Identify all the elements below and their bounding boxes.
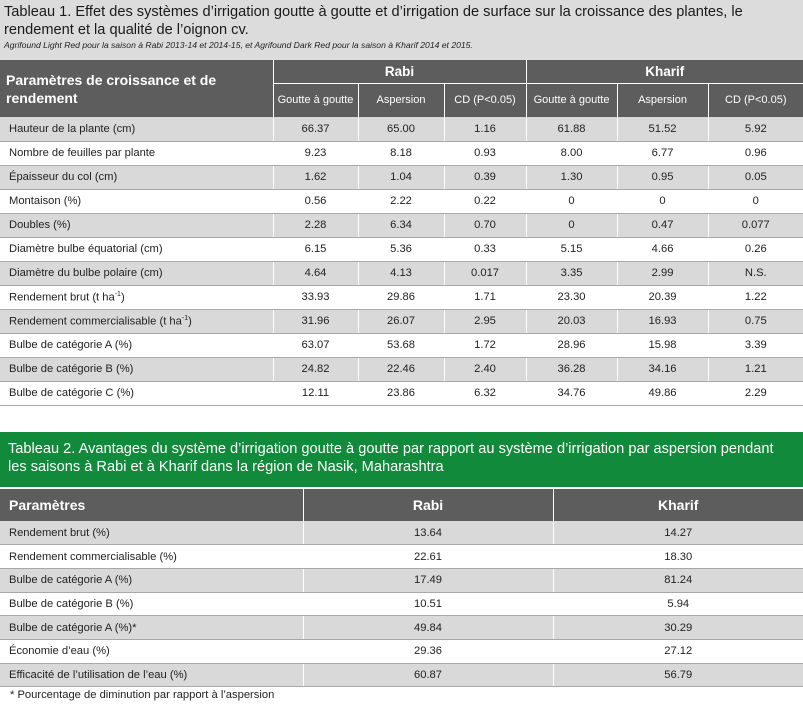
value-cell: 2.28 <box>273 213 358 237</box>
rabi-cell: 60.87 <box>303 663 553 687</box>
param-cell <box>0 357 273 381</box>
value-cell: 15.98 <box>617 333 708 357</box>
value-cell: 0.47 <box>617 213 708 237</box>
value-cell: 1.16 <box>444 117 526 141</box>
table-row <box>0 333 803 357</box>
table2-footnote: * Pourcentage de diminution par rapport à l’aspersion <box>10 689 275 701</box>
param-cell <box>0 141 273 165</box>
unit-close: ) <box>188 315 192 328</box>
value-cell: 34.16 <box>617 357 708 381</box>
table1-param-header: Paramètres de croissance et de rendement <box>0 60 273 117</box>
value-cell: 6.34 <box>358 213 444 237</box>
param-cell: Rendement brut (%) <box>0 521 303 545</box>
value-cell: 53.68 <box>358 333 444 357</box>
value-cell: 20.39 <box>617 285 708 309</box>
param-label: Nombre de feuilles par plante <box>9 147 156 159</box>
value-cell: 0.33 <box>444 237 526 261</box>
param-cell: Économie d’eau (%) <box>0 639 303 663</box>
kharif-cell: 81.24 <box>553 568 803 592</box>
value-cell: 3.39 <box>708 333 803 357</box>
table2-param-header: Paramètres <box>0 489 303 521</box>
value-cell: 3.35 <box>526 261 617 285</box>
param-cell <box>0 237 273 261</box>
table1-group-rabi: Rabi <box>273 60 526 83</box>
rabi-cell: 22.61 <box>303 545 553 569</box>
value-cell: 23.86 <box>358 381 444 405</box>
table2-col-kharif: Kharif <box>553 489 803 521</box>
table-row <box>0 663 803 687</box>
value-cell: 28.96 <box>526 333 617 357</box>
table1-caption <box>0 0 803 60</box>
value-cell: 63.07 <box>273 333 358 357</box>
value-cell: 36.28 <box>526 357 617 381</box>
value-cell: 6.32 <box>444 381 526 405</box>
value-cell: N.S. <box>708 261 803 285</box>
table-row <box>0 616 803 640</box>
table-row <box>0 117 803 141</box>
param-cell: Bulbe de catégorie A (%)* <box>0 616 303 640</box>
table-row <box>0 261 803 285</box>
table-row <box>0 189 803 213</box>
kharif-cell: 27.12 <box>553 639 803 663</box>
table1 <box>0 60 803 406</box>
param-label: Diamètre du bulbe polaire (cm) <box>9 267 163 279</box>
param-cell <box>0 285 273 309</box>
param-label: Épaisseur du col (cm) <box>9 171 118 183</box>
value-cell: 16.93 <box>617 309 708 333</box>
value-cell: 34.76 <box>526 381 617 405</box>
table1-subheader: Goutte à goutte <box>273 83 358 117</box>
value-cell: 0 <box>617 189 708 213</box>
value-cell: 1.72 <box>444 333 526 357</box>
param-label: Bulbe de catégorie A (%) <box>9 339 133 351</box>
value-cell: 20.03 <box>526 309 617 333</box>
value-cell: 61.88 <box>526 117 617 141</box>
value-cell: 0.39 <box>444 165 526 189</box>
table-row <box>0 639 803 663</box>
value-cell: 0 <box>526 213 617 237</box>
param-cell <box>0 333 273 357</box>
table-row <box>0 285 803 309</box>
param-label: Diamètre bulbe équatorial (cm) <box>9 243 163 255</box>
kharif-cell: 14.27 <box>553 521 803 545</box>
param-cell <box>0 213 273 237</box>
table2 <box>0 489 803 687</box>
param-label: Doubles (%) <box>9 219 71 231</box>
value-cell: 0.95 <box>617 165 708 189</box>
rabi-cell: 17.49 <box>303 568 553 592</box>
value-cell: 0.93 <box>444 141 526 165</box>
value-cell: 65.00 <box>358 117 444 141</box>
param-cell <box>0 381 273 405</box>
table1-subtitle: Agrifound Light Red pour la saison à Rabi 2013-14 et 2014-15, et Agrifound Dark Red pour la saison à Kharif 2014 et 2015. <box>4 40 473 50</box>
value-cell: 26.07 <box>358 309 444 333</box>
value-cell: 5.92 <box>708 117 803 141</box>
kharif-cell: 18.30 <box>553 545 803 569</box>
value-cell: 0.05 <box>708 165 803 189</box>
param-label: Hauteur de la plante (cm) <box>9 122 136 135</box>
param-cell <box>0 189 273 213</box>
kharif-cell: 30.29 <box>553 616 803 640</box>
unit-superscript: -1 <box>114 290 121 298</box>
value-cell: 2.40 <box>444 357 526 381</box>
param-label: Rendement brut (t ha <box>9 291 115 304</box>
value-cell: 4.66 <box>617 237 708 261</box>
rabi-cell: 13.64 <box>303 521 553 545</box>
unit-close: ) <box>120 291 125 304</box>
table-row <box>0 592 803 616</box>
param-cell: Efficacité de l’utilisation de l’eau (%) <box>0 663 303 687</box>
param-label: Rendement commercialisable (t ha <box>9 315 182 328</box>
table1-subheader: CD (P<0.05) <box>708 83 803 117</box>
param-cell <box>0 165 273 189</box>
value-cell: 1.62 <box>273 165 358 189</box>
value-cell: 0.22 <box>444 189 526 213</box>
value-cell: 4.64 <box>273 261 358 285</box>
table-row <box>0 141 803 165</box>
kharif-cell: 56.79 <box>553 663 803 687</box>
value-cell: 1.21 <box>708 357 803 381</box>
table1-title: Tableau 1. Effet des systèmes d’irrigation goutte à goutte et d’irrigation de surface sur la croissance des plantes, le rendement et la qualité de l’oignon cv. <box>4 4 743 38</box>
value-cell: 12.11 <box>273 381 358 405</box>
value-cell: 0.96 <box>708 141 803 165</box>
value-cell: 9.23 <box>273 141 358 165</box>
param-label: Bulbe de catégorie B (%) <box>9 363 134 375</box>
table-row <box>0 381 803 405</box>
table1-group-kharif: Kharif <box>526 60 803 83</box>
value-cell: 8.00 <box>526 141 617 165</box>
table-row <box>0 521 803 545</box>
table-row <box>0 165 803 189</box>
table-row <box>0 213 803 237</box>
param-cell: Bulbe de catégorie A (%) <box>0 568 303 592</box>
rabi-cell: 49.84 <box>303 616 553 640</box>
value-cell: 24.82 <box>273 357 358 381</box>
table2-caption: Tableau 2. Avantages du système d’irrigation goutte à goutte par rapport au système d’irrigation par aspersion pendant les saisons à Rabi et à Kharif dans la région de Nasik, Maharashtra <box>0 432 803 487</box>
value-cell: 1.04 <box>358 165 444 189</box>
value-cell: 1.30 <box>526 165 617 189</box>
param-cell <box>0 117 273 141</box>
value-cell: 22.46 <box>358 357 444 381</box>
value-cell: 2.29 <box>708 381 803 405</box>
rabi-cell: 29.36 <box>303 639 553 663</box>
param-label: Bulbe de catégorie C (%) <box>9 387 134 399</box>
table1-subheader: Aspersion <box>358 83 444 117</box>
param-cell <box>0 309 273 333</box>
value-cell: 23.30 <box>526 285 617 309</box>
param-label: Montaison (%) <box>9 195 82 207</box>
table-row <box>0 237 803 261</box>
value-cell: 0.75 <box>708 309 803 333</box>
table2-col-rabi: Rabi <box>303 489 553 521</box>
value-cell: 0.077 <box>708 213 803 237</box>
value-cell: 0 <box>526 189 617 213</box>
table1-subheader: Goutte à goutte <box>526 83 617 117</box>
kharif-cell: 5.94 <box>553 592 803 616</box>
value-cell: 49.86 <box>617 381 708 405</box>
value-cell: 5.36 <box>358 237 444 261</box>
value-cell: 1.71 <box>444 285 526 309</box>
unit-superscript: -1 <box>181 314 189 322</box>
table-row <box>0 357 803 381</box>
table-row <box>0 309 803 333</box>
value-cell: 2.95 <box>444 309 526 333</box>
param-cell: Bulbe de catégorie B (%) <box>0 592 303 616</box>
value-cell: 31.96 <box>273 309 358 333</box>
value-cell: 5.15 <box>526 237 617 261</box>
table1-subheader: Aspersion <box>617 83 708 117</box>
param-cell <box>0 261 273 285</box>
table1-subheader: CD (P<0.05) <box>444 83 526 117</box>
table-row <box>0 568 803 592</box>
value-cell: 0.26 <box>708 237 803 261</box>
value-cell: 0.56 <box>273 189 358 213</box>
value-cell: 6.15 <box>273 237 358 261</box>
value-cell: 0 <box>708 189 803 213</box>
value-cell: 51.52 <box>617 117 708 141</box>
value-cell: 33.93 <box>273 285 358 309</box>
value-cell: 1.22 <box>708 285 803 309</box>
value-cell: 0.017 <box>444 261 526 285</box>
table-row <box>0 545 803 569</box>
value-cell: 6.77 <box>617 141 708 165</box>
rabi-cell: 10.51 <box>303 592 553 616</box>
value-cell: 8.18 <box>358 141 444 165</box>
value-cell: 29.86 <box>358 285 444 309</box>
value-cell: 2.22 <box>358 189 444 213</box>
value-cell: 4.13 <box>358 261 444 285</box>
value-cell: 0.70 <box>444 213 526 237</box>
value-cell: 2.99 <box>617 261 708 285</box>
value-cell: 66.37 <box>273 117 358 141</box>
param-cell: Rendement commercialisable (%) <box>0 545 303 569</box>
